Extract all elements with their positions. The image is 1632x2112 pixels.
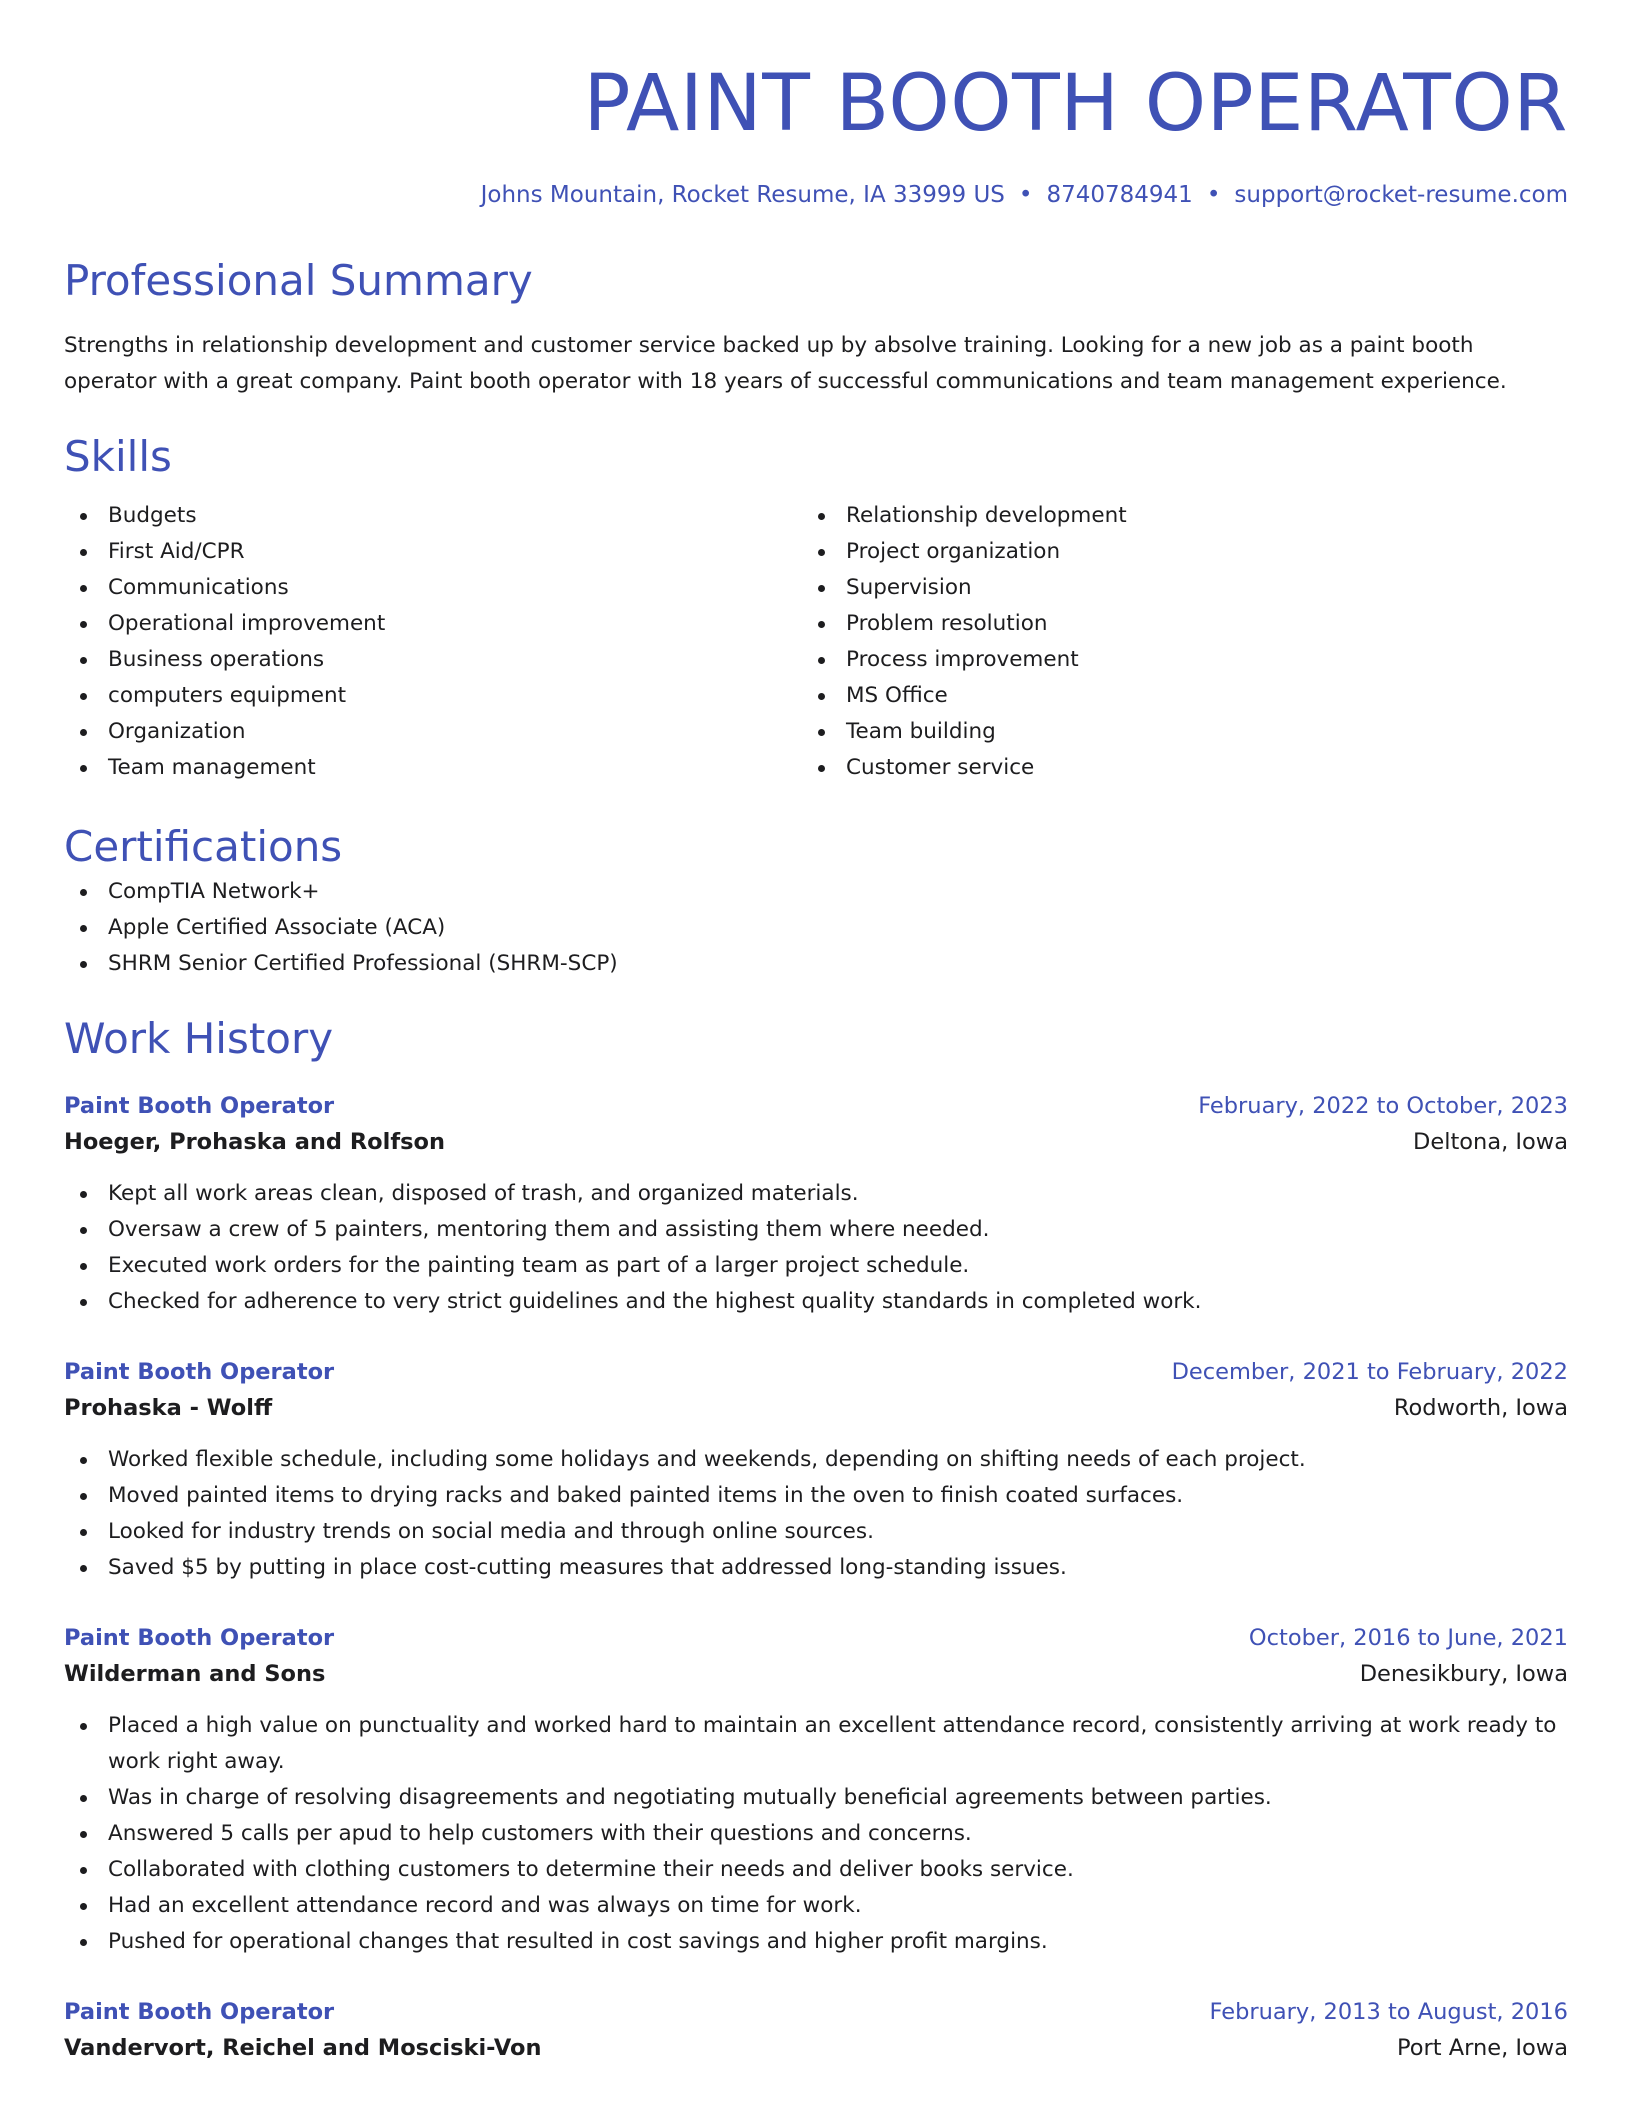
job-location: Deltona, Iowa [1413, 1129, 1568, 1155]
contact-line [64, 180, 1568, 210]
contact-separator: • [1206, 182, 1221, 208]
work-history-heading: Work History [64, 1014, 334, 1063]
skill-item: Communications [64, 570, 802, 606]
job-company-row [64, 2030, 1568, 2066]
skill-item: Project organization [802, 534, 1540, 570]
skills-section [64, 430, 1568, 786]
skill-item: Team building [802, 714, 1540, 750]
resume-title: PAINT BOOTH OPERATOR [583, 59, 1568, 149]
certifications-list [64, 874, 1568, 982]
job-location: Rodworth, Iowa [1393, 1395, 1568, 1421]
job-bullet: Pushed for operational changes that resulted in cost savings and higher profit margins. [64, 1924, 1568, 1960]
summary-section [64, 254, 1568, 400]
job-header-row [64, 1088, 1568, 1124]
job-bullet: Kept all work areas clean, disposed of trash, and organized materials. [64, 1176, 1568, 1212]
skill-item: computers equipment [64, 678, 802, 714]
job-company: Prohaska - Wolff [64, 1395, 273, 1421]
job-entry [64, 1088, 1568, 1320]
job-bullet: Executed work orders for the painting team as part of a larger project schedule. [64, 1248, 1568, 1284]
job-location: Denesikbury, Iowa [1359, 1661, 1568, 1687]
job-location: Port Arne, Iowa [1396, 2035, 1568, 2061]
job-bullet: Had an excellent attendance record and was always on time for work. [64, 1888, 1568, 1924]
job-dates: February, 2013 to August, 2016 [1209, 1999, 1568, 2025]
job-bullet: Checked for adherence to very strict guidelines and the highest quality standards in completed work. [64, 1284, 1568, 1320]
job-header-row [64, 1354, 1568, 1390]
job-title: Paint Booth Operator [64, 1359, 335, 1385]
job-title: Paint Booth Operator [64, 1093, 335, 1119]
skill-item: Customer service [802, 750, 1540, 786]
job-bullet: Answered 5 calls per apud to help customers with their questions and concerns. [64, 1816, 1568, 1852]
skill-item: Business operations [64, 642, 802, 678]
skill-item: First Aid/CPR [64, 534, 802, 570]
certification-item: SHRM Senior Certified Professional (SHRM-SCP) [64, 946, 1568, 982]
job-company-row [64, 1656, 1568, 1692]
job-header-row [64, 1620, 1568, 1656]
job-bullet: Moved painted items to drying racks and baked painted items in the oven to finish coated surfaces. [64, 1478, 1568, 1514]
job-dates: December, 2021 to February, 2022 [1171, 1359, 1568, 1385]
job-bullet: Looked for industry trends on social media and through online sources. [64, 1514, 1568, 1550]
skills-column-left [64, 498, 802, 786]
contact-phone: 8740784941 [1046, 182, 1193, 208]
skill-item: Budgets [64, 498, 802, 534]
job-entry [64, 1354, 1568, 1586]
skills-column-right [802, 498, 1540, 786]
job-bullet: Worked flexible schedule, including some holidays and weekends, depending on shifting needs of each project. [64, 1442, 1568, 1478]
job-dates: October, 2016 to June, 2021 [1248, 1625, 1568, 1651]
skills-list-right [802, 498, 1540, 786]
job-header-row [64, 1994, 1568, 2030]
skills-columns [64, 498, 1568, 786]
job-bullets [64, 1442, 1568, 1586]
certification-item: Apple Certified Associate (ACA) [64, 910, 1568, 946]
summary-heading: Professional Summary [64, 256, 533, 305]
job-bullets [64, 1176, 1568, 1320]
job-entry [64, 1994, 1568, 2066]
skill-item: Organization [64, 714, 802, 750]
job-company: Hoeger, Prohaska and Rolfson [64, 1129, 445, 1155]
skill-item: Problem resolution [802, 606, 1540, 642]
contact-separator: • [1018, 182, 1033, 208]
job-company: Vandervort, Reichel and Mosciski-Von [64, 2035, 542, 2061]
certifications-section [64, 820, 1568, 982]
work-history-section [64, 1012, 1568, 2066]
job-bullets [64, 1708, 1568, 1960]
skill-item: Operational improvement [64, 606, 802, 642]
job-bullet: Saved $5 by putting in place cost-cutting measures that addressed long-standing issues. [64, 1550, 1568, 1586]
job-title: Paint Booth Operator [64, 1625, 335, 1651]
contact-address: Johns Mountain, Rocket Resume, IA 33999 US [480, 182, 1005, 208]
job-company: Wilderman and Sons [64, 1661, 326, 1687]
certifications-heading: Certifications [64, 822, 343, 871]
skill-item: Team management [64, 750, 802, 786]
job-bullet: Placed a high value on punctuality and worked hard to maintain an excellent attendance record, consistently arriving at work ready to work right away. [64, 1708, 1568, 1780]
skill-item: Relationship development [802, 498, 1540, 534]
job-entry [64, 1620, 1568, 1960]
contact-email[interactable]: support@rocket-resume.com [1234, 182, 1568, 208]
skill-item: MS Office [802, 678, 1540, 714]
job-bullet: Oversaw a crew of 5 painters, mentoring them and assisting them where needed. [64, 1212, 1568, 1248]
job-company-row [64, 1124, 1568, 1160]
skills-heading: Skills [64, 432, 172, 481]
skills-list-left [64, 498, 802, 786]
skill-item: Process improvement [802, 642, 1540, 678]
skill-item: Supervision [802, 570, 1540, 606]
summary-text: Strengths in relationship development and customer service backed up by absolve training. Looking for a new job as a paint booth operator with a great company. Paint booth operator with 18 years of successful communications and team management experience. [64, 333, 1507, 394]
job-title: Paint Booth Operator [64, 1999, 335, 2025]
job-bullet: Collaborated with clothing customers to determine their needs and deliver books service. [64, 1852, 1568, 1888]
job-dates: February, 2022 to October, 2023 [1198, 1093, 1568, 1119]
certification-item: CompTIA Network+ [64, 874, 1568, 910]
job-bullet: Was in charge of resolving disagreements and negotiating mutually beneficial agreements between parties. [64, 1780, 1568, 1816]
job-company-row [64, 1390, 1568, 1426]
